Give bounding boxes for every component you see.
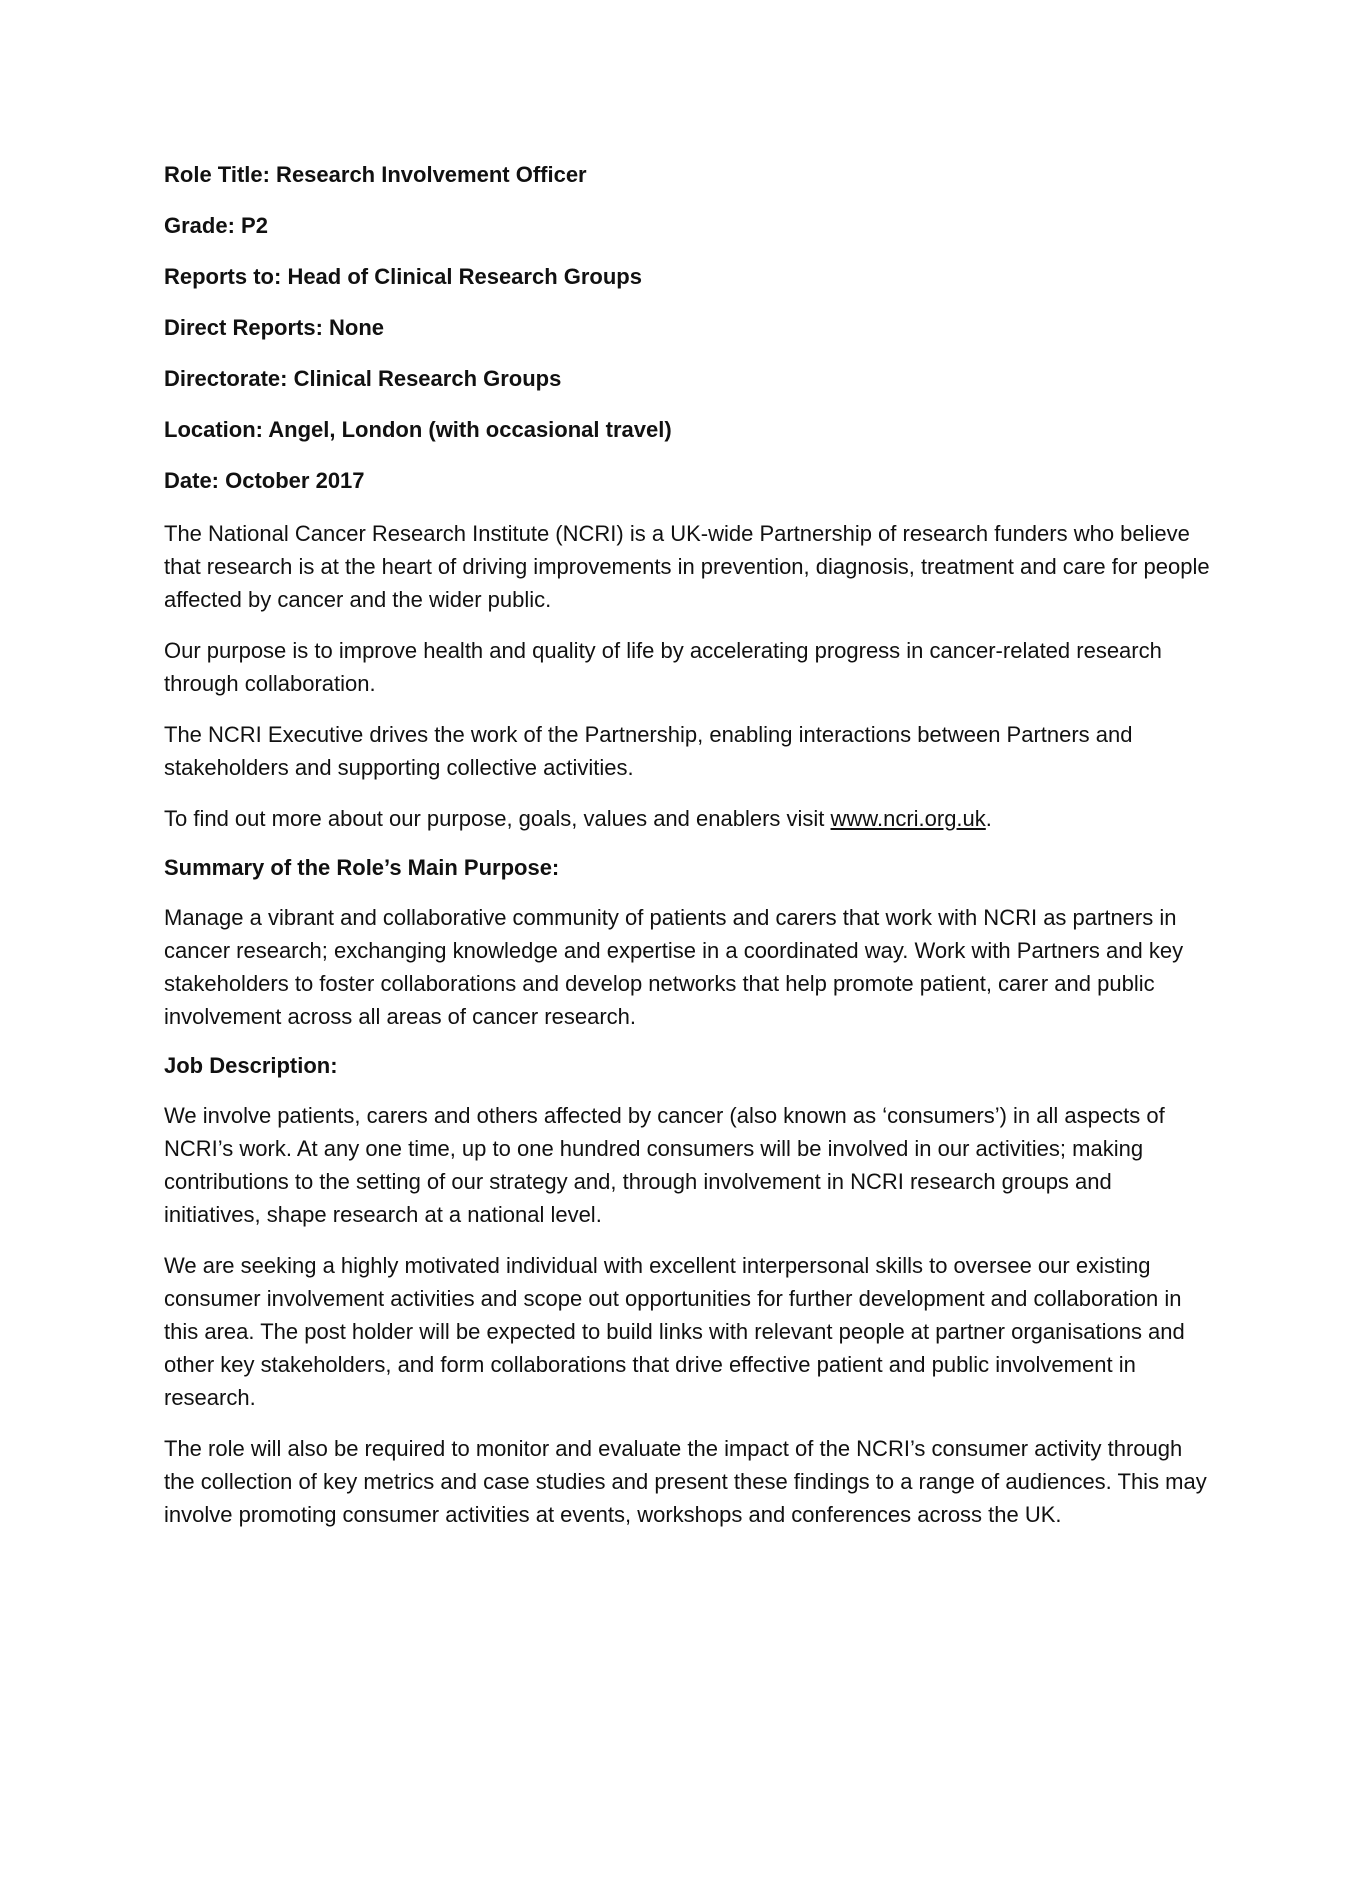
directorate: Directorate: Clinical Research Groups [164, 366, 562, 391]
intro-paragraph-3: The NCRI Executive drives the work of the Partnership, enabling interactions between Partners and stakeholders and supporting collective activities. [164, 722, 1133, 780]
intro-paragraph-4-end: . [985, 806, 992, 831]
job-description-paragraph-3: The role will also be required to monitor and evaluate the impact of the NCRI’s consumer activity through the collection of key metrics and case studies and present these findings to a range of audiences. This may involve promoting consumer activities at events, workshops and conferences across the UK. [164, 1436, 1207, 1527]
job-description-paragraph-2: We are seeking a highly motivated individual with excellent interpersonal skills to oversee our existing consumer involvement activities and scope out opportunities for further development and collaboration in this area. The post holder will be expected to build links with relevant people at partner organisations and other key stakeholders, and form collaborations that drive effective patient and public involvement in research. [164, 1253, 1185, 1410]
intro-paragraph-4-text: To find out more about our purpose, goals, values and enablers visit [164, 806, 831, 831]
date: Date: October 2017 [164, 468, 365, 493]
location: Location: Angel, London (with occasional travel) [164, 417, 672, 442]
intro-paragraph-1: The National Cancer Research Institute (NCRI) is a UK-wide Partnership of research funders who believe that research is at the heart of driving improvements in prevention, diagnosis, treatment and care for people affected by cancer and the wider public. [164, 521, 1210, 612]
summary-heading: Summary of the Role’s Main Purpose: [164, 855, 560, 880]
summary-paragraph: Manage a vibrant and collaborative community of patients and carers that work with NCRI as partners in cancer research; exchanging knowledge and expertise in a coordinated way. Work with Partners and key stakeholders to foster collaborations and develop networks that help promote patient, carer and public involvement across all areas of cancer research. [164, 905, 1184, 1029]
grade: Grade: P2 [164, 213, 268, 238]
role-title: Role Title: Research Involvement Officer [164, 162, 587, 187]
document-page [164, 160, 1214, 1549]
reports-to: Reports to: Head of Clinical Research Groups [164, 264, 642, 289]
intro-paragraph-4 [164, 802, 1214, 835]
ncri-website-link[interactable]: www.ncri.org.uk [830, 806, 986, 831]
job-description-paragraph-1: We involve patients, carers and others affected by cancer (also known as ‘consumers’) in all aspects of NCRI’s work. At any one time, up to one hundred consumers will be involved in our activities; making contributions to the setting of our strategy and, through involvement in NCRI research groups and initiatives, shape research at a national level. [164, 1103, 1165, 1227]
direct-reports: Direct Reports: None [164, 315, 385, 340]
intro-paragraph-2: Our purpose is to improve health and quality of life by accelerating progress in cancer-related research through collaboration. [164, 638, 1162, 696]
job-description-heading: Job Description: [164, 1053, 338, 1078]
